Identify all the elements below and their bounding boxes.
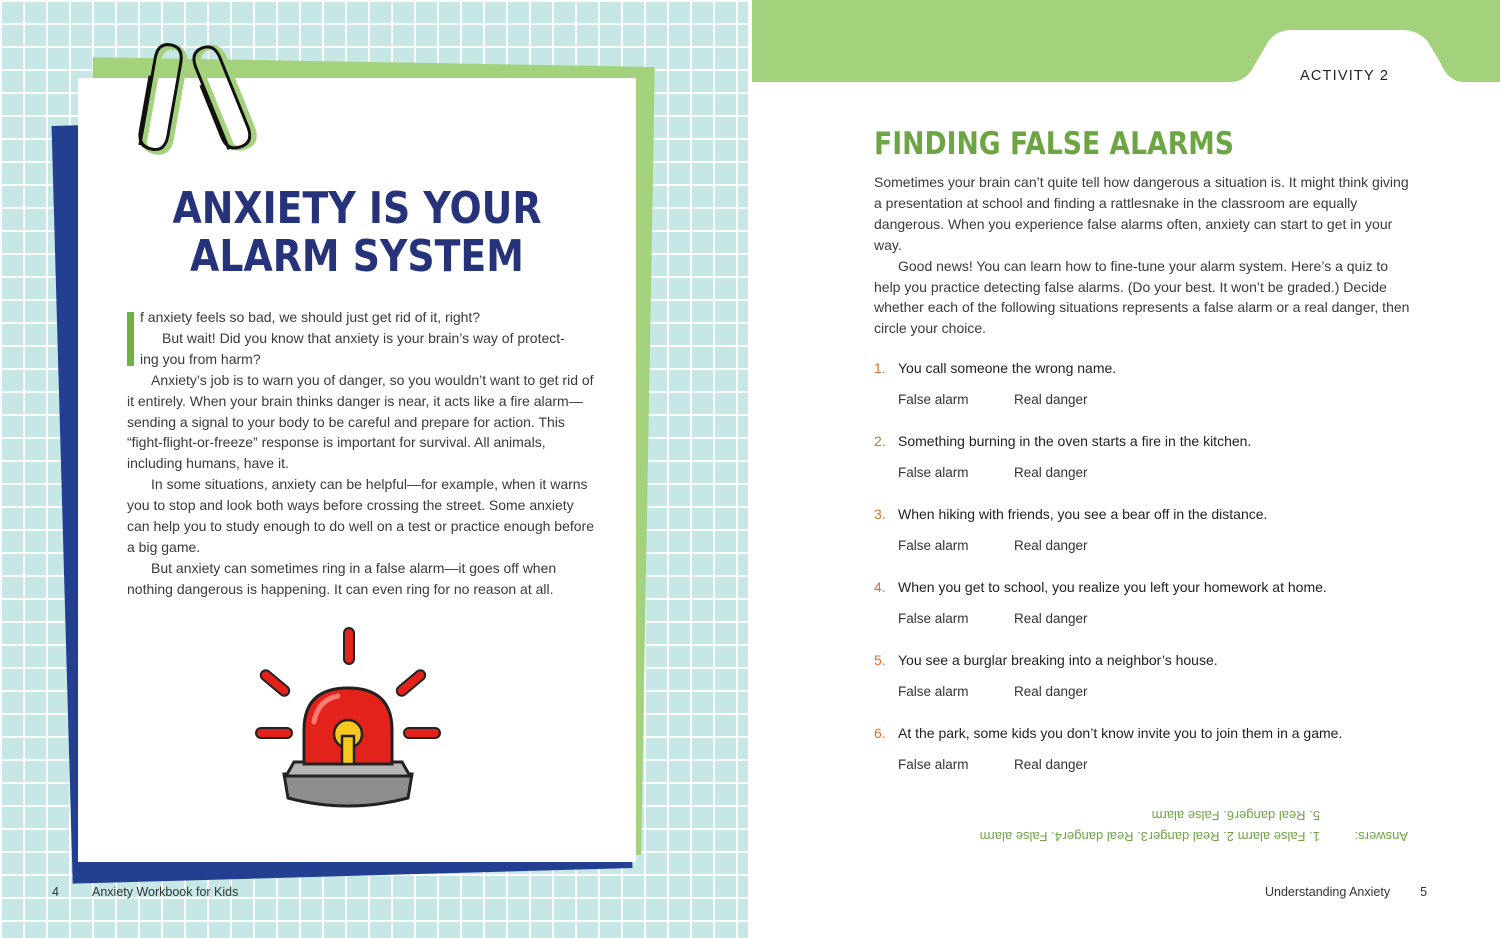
option-real-danger[interactable]: Real danger: [1014, 392, 1088, 407]
option-false-alarm[interactable]: False alarm: [898, 684, 969, 699]
activity-label: ACTIVITY 2: [1300, 68, 1390, 84]
question-number: 6.: [874, 725, 886, 741]
paragraph: But anxiety can sometimes ring in a false alarm—it goes off when nothing dangerous is happening. It can even ring for no reason at all.: [127, 559, 557, 597]
answer: 2. Real danger: [1148, 829, 1234, 844]
quiz-item: [874, 506, 1434, 579]
text-line: f anxiety feels so bad, we should just get rid of it, right?: [140, 309, 481, 325]
answer-row: [898, 823, 1408, 844]
option-real-danger[interactable]: Real danger: [1014, 684, 1088, 699]
left-body-text: [127, 307, 597, 600]
option-real-danger[interactable]: Real danger: [1014, 538, 1088, 553]
question-number: 1.: [874, 360, 886, 376]
option-false-alarm[interactable]: False alarm: [898, 757, 969, 772]
page-number: 5: [1420, 885, 1428, 899]
answer: 1. False alarm: [1237, 829, 1320, 844]
option-real-danger[interactable]: Real danger: [1014, 611, 1088, 626]
running-title: Anxiety Workbook for Kids: [92, 885, 239, 899]
quiz-list: [874, 360, 1434, 798]
page-number: 4: [52, 885, 59, 899]
right-page-title: FINDING FALSE ALARMS: [874, 126, 1234, 162]
text-line: But wait! Did you know that anxiety is your brain’s way of protect-: [162, 329, 565, 346]
paragraph: Anxiety’s job is to warn you of danger, so you wouldn’t want to get rid of it entirely. When your brain thinks danger is near, it acts like a fire alarm—sending a signal to your body to be careful and prepare for action. This “fight-flight-or-freeze” response is important for survival. All animals, including humans, have it.: [127, 371, 594, 472]
option-real-danger[interactable]: Real danger: [1014, 757, 1088, 772]
title-line: ANXIETY IS YOUR: [172, 183, 542, 234]
option-false-alarm[interactable]: False alarm: [898, 465, 969, 480]
quiz-item: [874, 579, 1434, 652]
running-title: Understanding Anxiety: [1265, 885, 1391, 899]
question-number: 4.: [874, 579, 886, 595]
right-folio: [1265, 885, 1427, 899]
left-page-title: [117, 185, 597, 281]
question-number: 3.: [874, 506, 886, 522]
text-line: ing you from harm?: [140, 350, 261, 367]
question-text: When you get to school, you realize you left your homework at home.: [898, 579, 1327, 595]
answer-row: [898, 802, 1408, 823]
left-folio: [52, 885, 238, 899]
question-number: 5.: [874, 652, 886, 668]
title-line: ALARM SYSTEM: [190, 231, 524, 282]
question-number: 2.: [874, 433, 886, 449]
quiz-item: [874, 360, 1434, 433]
answer: 3. Real danger: [1062, 829, 1148, 844]
quiz-item: [874, 725, 1434, 798]
question-text: You call someone the wrong name.: [898, 360, 1117, 376]
question-text: When hiking with friends, you see a bear off in the distance.: [898, 506, 1268, 522]
answer: 6. False alarm: [1151, 808, 1234, 823]
answer: 5. Real danger: [1234, 808, 1320, 823]
option-false-alarm[interactable]: False alarm: [898, 392, 969, 407]
dropcap-i-bar: [127, 312, 134, 366]
answers-label: Answers:: [1354, 829, 1408, 844]
question-text: At the park, some kids you don’t know invite you to join them in a game.: [898, 725, 1343, 741]
upside-down-answer-key: [898, 802, 1408, 844]
paragraph: [127, 307, 597, 370]
question-text: Something burning in the oven starts a fire in the kitchen.: [898, 433, 1252, 449]
alarm-siren-icon: [248, 622, 448, 818]
paragraph: In some situations, anxiety can be helpful—for example, when it warns you to stop and look both ways before crossing the street. Some anxiety can help you to study enough to do well on a test or practice enough before a big game.: [127, 476, 594, 555]
quiz-item: [874, 652, 1434, 725]
paragraph: Good news! You can learn how to fine-tune your alarm system. Here’s a quiz to help you practice detecting false alarms. (Do your best. It won’t be graded.) Decide whether each of the following situations represents a false alarm or a real danger, then circle your choice.: [874, 257, 1410, 337]
option-real-danger[interactable]: Real danger: [1014, 465, 1088, 480]
option-false-alarm[interactable]: False alarm: [898, 538, 969, 553]
quiz-item: [874, 433, 1434, 506]
paragraph: Sometimes your brain can’t quite tell how dangerous a situation is. It might think giving a presentation at school and finding a rattlesnake in the classroom are equally dangerous. When you experience false alarms often, anxiety can start to get in your way.: [874, 174, 1409, 253]
answer: 4. False alarm: [979, 829, 1062, 844]
option-false-alarm[interactable]: False alarm: [898, 611, 969, 626]
question-text: You see a burglar breaking into a neighbor’s house.: [898, 652, 1218, 668]
intro-text: [874, 172, 1414, 339]
